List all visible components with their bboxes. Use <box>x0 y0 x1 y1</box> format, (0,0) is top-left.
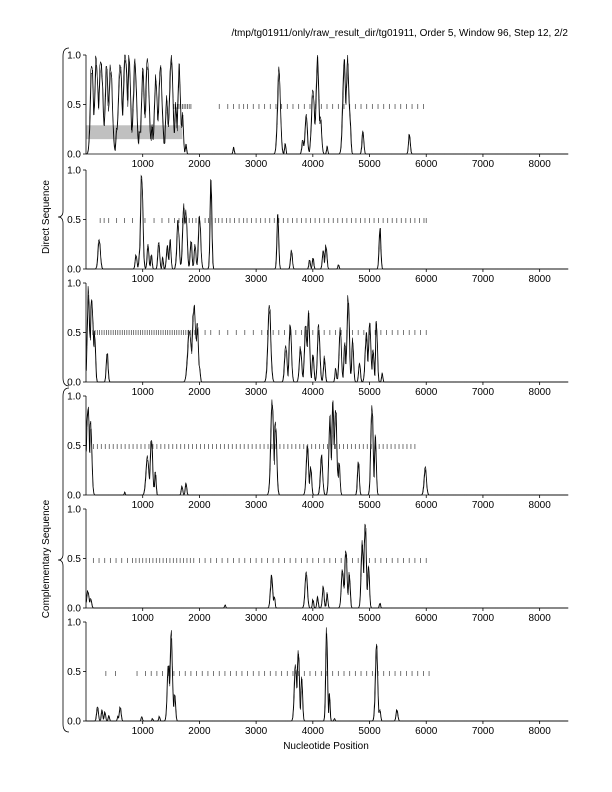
x-tick-label: 1000 <box>131 387 154 398</box>
panel-3 <box>67 279 568 399</box>
signal-trace-replicate <box>87 57 569 154</box>
y-tick-label: 1.0 <box>67 617 81 629</box>
x-tick-label: 1000 <box>131 274 154 285</box>
x-tick-label: 8000 <box>528 500 551 511</box>
panel-2 <box>67 166 568 286</box>
x-tick-label: 6000 <box>415 500 438 511</box>
x-tick-label: 2000 <box>188 500 211 511</box>
y-tick-label: 0.0 <box>67 149 81 161</box>
x-tick-label: 1000 <box>131 500 154 511</box>
y-tick-label: 1.0 <box>67 391 81 403</box>
x-tick-label: 6000 <box>415 274 438 285</box>
x-tick-label: 7000 <box>471 387 495 398</box>
y-tick-label: 1.0 <box>67 504 81 516</box>
x-tick-label: 8000 <box>528 159 551 170</box>
y-tick-label: 0.0 <box>67 716 81 728</box>
x-tick-label: 2000 <box>188 613 211 624</box>
x-tick-label: 1000 <box>131 159 154 170</box>
x-tick-label: 4000 <box>301 613 324 624</box>
y-tick-label: 1.0 <box>67 278 81 290</box>
x-tick-label: 8000 <box>528 613 551 624</box>
x-tick-label: 3000 <box>244 159 268 170</box>
y-tick-label: 0.5 <box>67 554 81 565</box>
x-tick-label: 3000 <box>244 500 268 511</box>
complementary-sequence-label: Complementary Sequence <box>41 499 52 619</box>
x-tick-label: 5000 <box>358 274 381 285</box>
x-tick-label: 2000 <box>188 726 211 737</box>
x-tick-label: 6000 <box>415 387 438 398</box>
shaded-region <box>86 125 182 139</box>
x-tick-label: 4000 <box>301 726 324 737</box>
y-tick-label: 0.5 <box>67 667 81 678</box>
signal-trace-replicate <box>87 295 569 382</box>
x-tick-label: 2000 <box>188 159 211 170</box>
panel-6 <box>67 618 568 738</box>
x-tick-label: 7000 <box>471 613 495 624</box>
x-tick-label: 2000 <box>188 387 211 398</box>
x-tick-label: 1000 <box>131 726 154 737</box>
x-tick-label: 3000 <box>244 613 268 624</box>
signal-trace-replicate <box>87 528 569 608</box>
y-tick-label: 1.0 <box>67 165 81 177</box>
y-tick-label: 1.0 <box>67 50 81 62</box>
panels <box>67 51 568 738</box>
x-tick-label: 8000 <box>528 726 551 737</box>
x-axis-label: Nucleotide Position <box>283 741 369 752</box>
x-tick-label: 3000 <box>244 726 268 737</box>
x-tick-label: 3000 <box>244 387 268 398</box>
x-tick-label: 1000 <box>131 613 154 624</box>
x-tick-label: 2000 <box>188 274 211 285</box>
direct-sequence-label: Direct Sequence <box>41 180 52 254</box>
x-tick-label: 5000 <box>358 500 381 511</box>
x-tick-label: 8000 <box>528 274 551 285</box>
x-tick-label: 6000 <box>415 159 438 170</box>
header-path: /tmp/tg01911/only/raw_result_dir/tg01911, Order 5, Window 96, Step 12, 2/2 <box>231 28 568 39</box>
x-tick-label: 7000 <box>471 500 495 511</box>
x-tick-label: 8000 <box>528 387 551 398</box>
y-tick-label: 0.5 <box>67 328 81 339</box>
group-labels <box>41 48 69 732</box>
y-tick-label: 0.0 <box>67 490 81 502</box>
x-tick-label: 6000 <box>415 613 438 624</box>
panel-1 <box>67 51 568 171</box>
y-tick-label: 0.0 <box>67 603 81 615</box>
y-tick-label: 0.0 <box>67 377 81 389</box>
signal-trace <box>86 524 568 608</box>
signal-trace-replicate <box>87 179 569 269</box>
panel-4 <box>67 392 568 512</box>
y-tick-label: 0.5 <box>67 100 81 111</box>
x-tick-label: 5000 <box>358 159 381 170</box>
x-tick-label: 7000 <box>471 274 495 285</box>
x-tick-label: 4000 <box>301 159 324 170</box>
x-tick-label: 7000 <box>471 159 495 170</box>
y-tick-label: 0.5 <box>67 215 81 226</box>
signal-trace <box>86 400 568 496</box>
y-tick-label: 0.5 <box>67 441 81 452</box>
x-tick-label: 5000 <box>358 387 381 398</box>
x-tick-label: 4000 <box>301 500 324 511</box>
x-tick-label: 5000 <box>358 726 381 737</box>
x-tick-label: 7000 <box>471 726 495 737</box>
x-tick-label: 6000 <box>415 726 438 737</box>
x-tick-label: 4000 <box>301 387 324 398</box>
panel-5 <box>67 505 568 625</box>
x-tick-label: 5000 <box>358 613 381 624</box>
y-tick-label: 0.0 <box>67 264 81 276</box>
x-tick-label: 4000 <box>301 274 324 285</box>
x-tick-label: 3000 <box>244 274 268 285</box>
